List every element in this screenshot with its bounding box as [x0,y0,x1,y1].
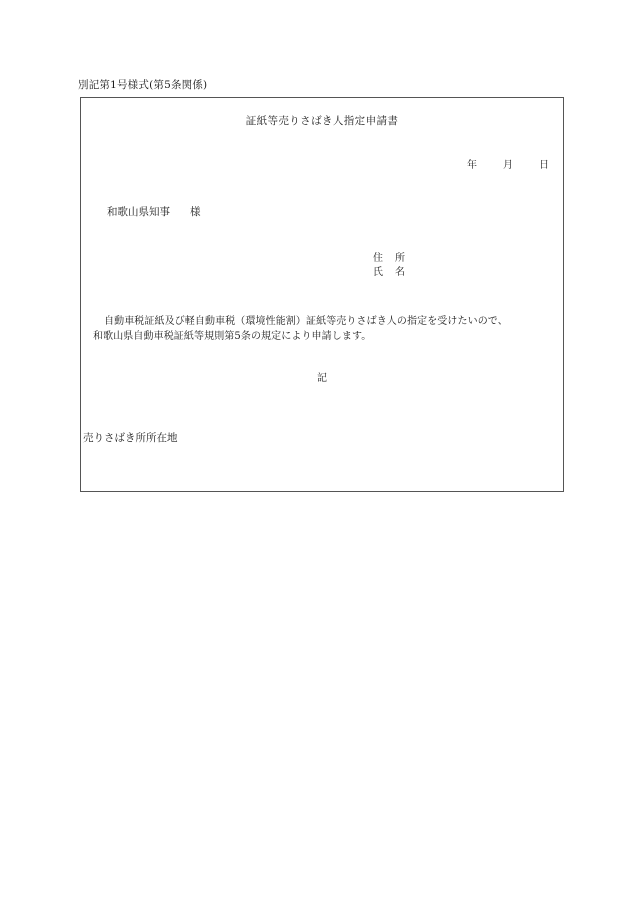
ki-heading: 記 [317,373,327,384]
statement-line-1: 自動車税証紙及び軽自動車税（環境性能割）証紙等売りさばき人の指定を受けたいので、 [104,316,508,327]
date-month-label: 月 [503,160,513,171]
applicant-block [373,252,405,280]
date-year-label: 年 [467,160,477,171]
address-label-char-2: 所 [395,253,405,264]
name-label [373,266,405,280]
address-label-char-1: 住 [373,253,383,264]
form-number-label: 別記第1号様式(第5条関係) [78,79,208,91]
date-day-label: 日 [539,160,549,171]
addressee-name: 和歌山県知事 [107,206,170,218]
form-title: 証紙等売りさばき人指定申請書 [245,115,399,127]
addressee [107,207,201,218]
name-label-char-1: 氏 [373,267,383,278]
statement-line-2: 和歌山県自動車税証紙等規則第5条の規定により申請します。 [93,331,372,342]
date-row [467,161,549,171]
application-statement [93,314,559,344]
addressee-suffix: 様 [190,206,201,218]
address-label [373,252,405,266]
application-form [80,97,564,492]
name-label-char-2: 名 [395,267,405,278]
sales-location-label: 売りさばき所所在地 [83,432,178,444]
